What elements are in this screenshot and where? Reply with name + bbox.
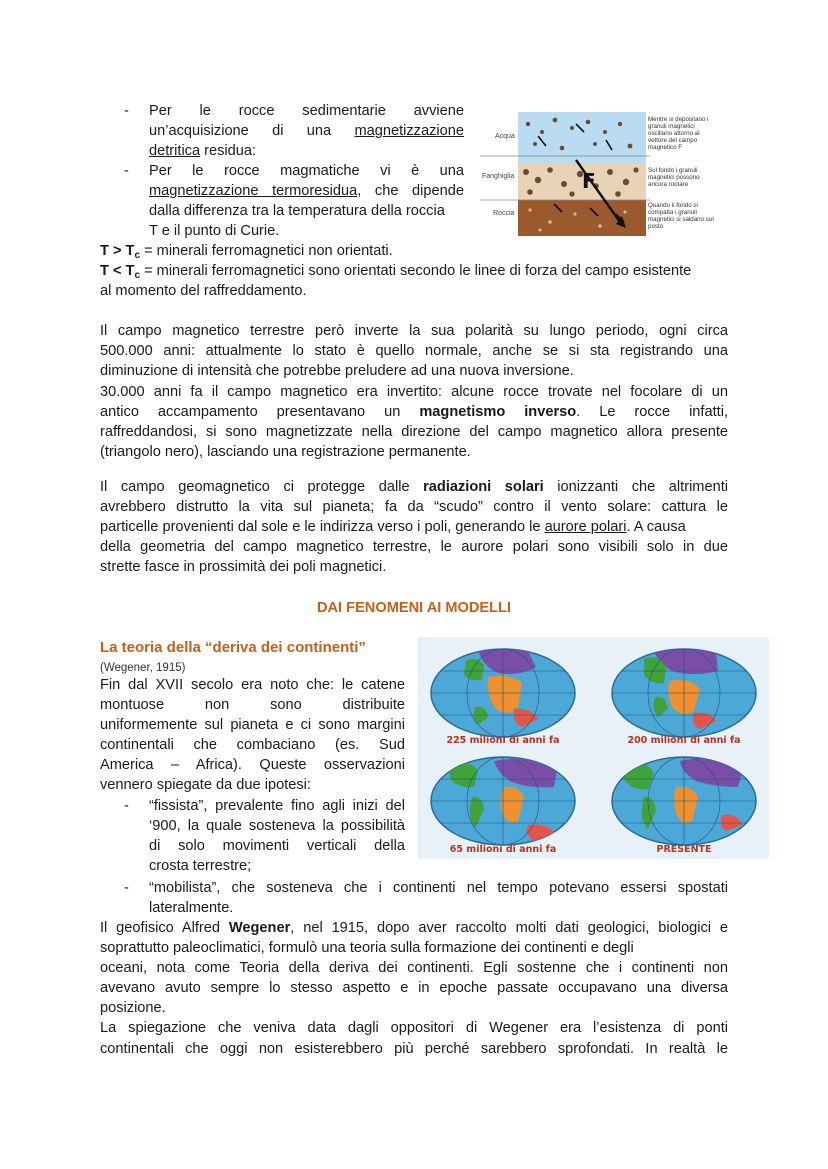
note-compacted: Quando il fondo si compatta i granuli magnetici si saldano sul posto [648,202,714,230]
bullet-dash: - [124,103,129,119]
label-mud: Fanghiglia [482,173,515,180]
fissista-line4: crosta terrestre; [149,858,252,874]
caption-65: 65 milioni di anni fa [449,844,557,855]
field-vector-label: F [582,169,596,193]
fissista-line1: “fissista”, prevalente fino agli inizi del [149,798,405,814]
para3-line7: continentali che oggi non esisterebbero più perché sarebbero sprofondati. In realtà le [100,1041,728,1057]
caption-200: 200 milioni di anni fa [627,735,741,746]
tc-line-less: $T < T_c$ = minerali ferromagnetici sono orientati secondo le linee di forza del campo esistente [100,263,692,281]
para1-line5: antico accampamento presentavano un magnetismo inverso. Le rocce infatti, [100,404,729,420]
para2-line1: Il campo geomagnetico ci protegge dalle radiazioni solari ionizzanti che altrimenti [100,479,728,495]
para2-line4: della geometria del campo magnetico terrestre, le aurore polari sono visibili solo in due [100,539,728,555]
mobilista-line2: lateralmente. [149,900,234,916]
fissista-line2: ‘900, la quale sosteneva la possibilità [149,818,405,834]
sub-line1: Fin dal XVII secolo era noto che: le catene [100,677,405,693]
para3-line6: La spiegazione che veniva data dagli oppositori di Wegener era l’esistenza di ponti [100,1020,728,1036]
para1-line1: Il campo magnetico terrestre però inverte la sua polarità su lungo periodo, ogni circa [100,323,728,339]
para2-line2: avrebbero distrutto la vita sul pianeta; fa da “scudo” contro il vento solare: cattura le [100,499,728,515]
sub-line5: America – Africa). Queste osservazioni [100,757,405,773]
para1-line7: (triangolo nero), lasciando una registrazione permanente. [100,444,471,460]
sub-line4: continentali che combaciano (es. Sud [100,737,405,753]
para3-line1: Il geofisico Alfred Wegener, nel 1915, dopo aver raccolto molti dati geologici, biologici e [100,920,728,936]
globe-225 [431,648,575,737]
note-depositing: Mentre si depositano i granuli magnetici oscillano attorno al vettore del campo magnetico F [648,116,709,151]
mobilista-line1: “mobilista”, che sosteneva che i continenti nel tempo potevano essersi spostati [149,880,728,896]
sub-line6: vennero spiegate da due ipotesi: [100,777,311,793]
para1-line2: 500.000 anni: attualmente lo stato è quello normale, anche se si sta registrando una [100,343,728,359]
continental-drift-figure [418,637,769,859]
section-heading: DAI FENOMENI AI MODELLI [316,600,512,616]
para3-line3: oceani, nota come Teoria della deriva dei continenti. Egli sostenne che i continenti non [100,960,728,976]
sedimentation-figure [480,110,720,238]
bullet1-line2: un’acquisizione di una magnetizzazione [149,123,464,139]
para1-line3: diminuzione di intensità che potrebbe preludere ad una nuova inversione. [100,363,574,379]
bullet2-line2: magnetizzazione termoresidua, che dipende [149,183,464,199]
bullet1-line1: Per le rocce sedimentarie avviene [149,103,464,119]
globe-65 [431,757,575,845]
bullet-dash: - [124,163,129,179]
para2-line5: strette fasce in prossimità dei poli magnetici. [100,559,387,575]
sub-line3: uniformemente sul pianeta e ci sono margini [100,717,405,733]
bullet-dash: - [124,880,129,896]
para2-line3: particelle provenienti dal sole e le indirizza verso i poli, generando le aurore polari. A causa [100,519,686,535]
caption-present: PRESENTE [656,844,712,855]
bullet-dash: - [124,798,129,814]
bullet2-line3: dalla differenza tra la temperatura della roccia [149,203,445,219]
globe-present [612,757,756,845]
bullet2-line1: Per le rocce magmatiche vi è una [149,163,464,179]
globes-map [418,637,769,859]
label-water: Acqua [495,133,515,140]
bullet2-line4: T e il punto di Curie. [149,223,280,239]
subsection-title: La teoria della “deriva dei continenti” [100,639,366,656]
tc-line-less-2: al momento del raffreddamento. [100,283,307,299]
para1-line6: raffreddandosi, si sono magnetizzate nella direzione del campo magnetico allora presente [100,424,728,440]
caption-225: 225 milioni di anni fa [446,735,560,746]
globe-200 [612,648,756,737]
note-rotating: Sul fondo i granuli magnetici possono ancora ruotare [648,167,700,188]
fissista-line3: di solo movimenti verticali della [149,838,405,854]
bullet1-line3: detritica residua: [149,143,257,159]
para3-line4: avevano avuto sempre lo stesso aspetto e in epoche passate occupavano una diversa [100,980,728,996]
subsection-source: (Wegener, 1915) [100,662,186,674]
para3-line2: soprattutto paleoclimatici, formulò una teoria sulla formazione dei continenti e degli [100,940,634,956]
sub-line2: montuose non sono distribuite [100,697,405,713]
label-rock: Roccia [493,210,515,217]
tc-line-greater: $T > T_c$ = minerali ferromagnetici non orientati. [100,243,393,261]
para1-line4: 30.000 anni fa il campo magnetico era invertito: alcune rocce trovate nel focolare di un [100,384,728,400]
para3-line5: posizione. [100,1000,166,1016]
